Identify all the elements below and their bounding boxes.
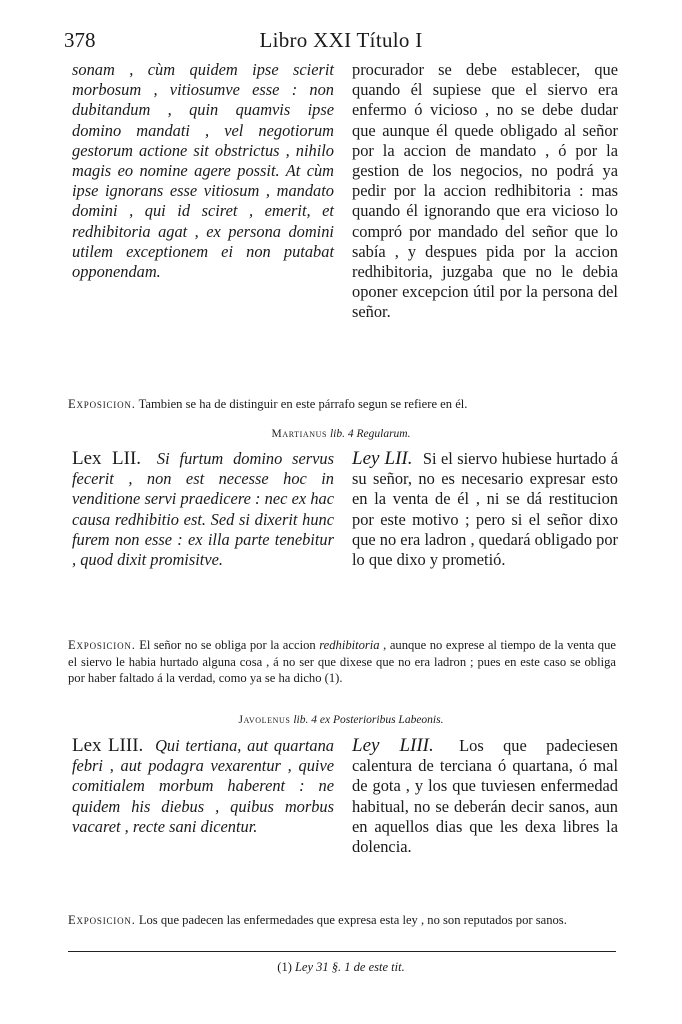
spanish-column (352, 60, 618, 323)
exposicion-label: Exposicion. (68, 397, 136, 411)
exposicion-italic-term: redhibitoria (319, 638, 380, 652)
footnote-marker: (1) (277, 960, 292, 974)
section-continuation (72, 60, 618, 323)
source-attribution-liii (0, 714, 682, 726)
exposicion-text: El señor no se obliga por la accion (139, 638, 316, 652)
source-work: lib. 4 Regularum. (329, 428, 411, 440)
section-lex-liii (72, 736, 618, 857)
lex-heading: Lex LIII. (72, 735, 144, 756)
exposicion-3 (68, 912, 616, 929)
exposicion-text-cont: , aunque no exprese al tiempo de la venta que el siervo le habia hurtado alguna cosa , á no ser que dixese que no era ladron ; pues en este caso se obliga por haber faltado á la verdad, como ya se ha dicho (1). (68, 638, 616, 685)
exposicion-label: Exposicion. (68, 638, 136, 652)
running-head: Libro XXI Título I (259, 28, 423, 52)
latin-column (72, 736, 334, 857)
source-work: lib. 4 ex Posterioribus Labeonis. (293, 714, 444, 726)
latin-column (72, 60, 334, 323)
section-lex-lii (72, 449, 618, 570)
exposicion-text: Tambien se ha de distinguir en este párrafo segun se refiere en él. (138, 397, 468, 411)
footnote-rest: de este tit. (353, 960, 405, 974)
latin-text: Qui tertiana, aut quartana febri , aut podagra vexarentur , quive comitialem morbum haberent : ne quidem his diebus , quibus morbus vacaret , recte sani dicentur. (72, 736, 334, 836)
lex-heading: Lex LII. (72, 448, 142, 469)
exposicion-1 (68, 396, 616, 413)
latin-text: Si furtum domino servus fecerit , non est necesse hoc in venditione servi praedicere : nec ex hac causa redhibitio est. Sed si dixerit hunc furem non esse : ex illa parte tenebitur , quod dixit promisitve. (72, 449, 334, 570)
spanish-column (352, 449, 618, 570)
exposicion-text: Los que padecen las enfermedades que expresa esta ley , no son reputados por sanos. (138, 913, 567, 927)
source-author: Javolenus (238, 714, 291, 726)
exposicion-2 (68, 637, 616, 687)
exposicion-label: Exposicion. (68, 913, 136, 927)
ley-heading: Ley LIII. (352, 735, 434, 756)
spanish-text: Si el siervo hubiese hurtado á su señor, no es necesario expresar esto en la venta de él , ni se dá restitucion por este motivo ; pero si el señor dixo que no era ladron , quedará obligado por lo que dixo y prometió. (352, 449, 618, 570)
spanish-column (352, 736, 618, 857)
spanish-text: Los que padeciesen calentura de terciana ó quartana, ó mal de gota , y los que tuviesen enfermedad habitual, no se deberán decir sanos, aun en aquellos dias que les dexa libres la dolencia. (352, 736, 618, 857)
source-author: Martianus (271, 428, 328, 440)
footnote-rule (68, 951, 616, 952)
footnote-reference: Ley 31 §. 1 (294, 960, 351, 974)
latin-text: sonam , cùm quidem ipse scierit morbosum , vitiosumve esse : non dubitandum , quin quamvis ipse domino mandati , vel negotiorum gestorum actione sit obstrictus , nihilo magis eo nomine agere possit. At cùm ipse ignorans esse vitiosum , mandato domini , qui id sciret , emerit, et redhibitoria agat , ex persona domini utilem exceptionem ei non putabat opponendam. (72, 60, 334, 282)
source-attribution-lii (0, 428, 682, 440)
spanish-text: procurador se debe establecer, que quando él supiese que el siervo era enfermo ó vicioso , no se debe dudar que aunque él quede obligado al señor por la accion de mandato , ó por la gestion de los negocios, no podrá ya pedir por la accion redhibitoria : mas quando él ignorando que era vicioso lo compró por mandado del señor que lo sabía , y despues pida por la accion redhibitoria, juzgaba que no le debia oponer excepcion útil por la persona del señor. (352, 60, 618, 322)
ley-heading: Ley LII. (352, 448, 413, 469)
latin-column (72, 449, 334, 570)
footnote (0, 960, 682, 975)
page-header (64, 24, 618, 54)
page-number: 378 (64, 28, 96, 52)
